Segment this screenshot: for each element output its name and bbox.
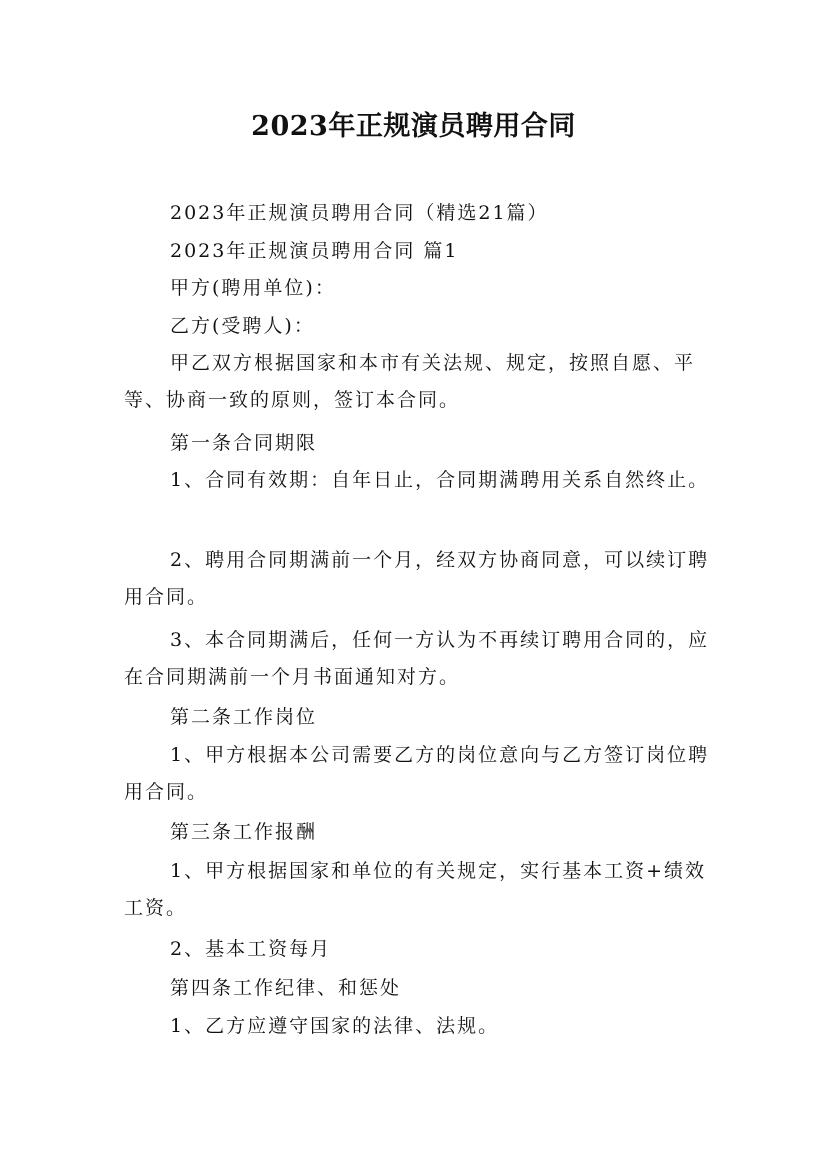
paragraph-article-1-item-3: 3、本合同期满后，任何一方认为不再续订聘用合同的，应在合同期满前一个月书面通知对方。 (124, 629, 710, 688)
paragraph-article-2-item-1: 1、甲方根据本公司需要乙方的岗位意向与乙方签订岗位聘用合同。 (124, 744, 710, 803)
paragraph-article-2: 第二条工作岗位 (170, 706, 318, 728)
paragraph-subtitle: 2023年正规演员聘用合同（精选21篇） (170, 202, 549, 224)
paragraph-section-heading: 2023年正规演员聘用合同 篇1 (170, 240, 459, 262)
paragraph-article-3-item-1: 1、甲方根据国家和单位的有关规定，实行基本工资+绩效工资。 (124, 860, 707, 919)
paragraph-article-4: 第四条工作纪律、和惩处 (170, 977, 402, 999)
paragraph-article-4-item-1: 1、乙方应遵守国家的法律、法规。 (170, 1015, 500, 1037)
paragraph-preamble: 甲乙双方根据国家和本市有关法规、规定，按照自愿、平等、协商一致的原则，签订本合同。 (124, 352, 696, 411)
paragraph-article-1-item-2: 2、聘用合同期满前一个月，经双方协商同意，可以续订聘用合同。 (124, 549, 710, 608)
paragraph-party-b: 乙方(受聘人)： (170, 315, 315, 337)
paragraph-article-3: 第三条工作报酬 (170, 821, 318, 843)
paragraph-article-1: 第一条合同期限 (170, 432, 318, 454)
paragraph-party-a: 甲方(聘用单位)： (170, 277, 336, 299)
paragraph-article-3-item-2: 2、基本工资每月 (170, 938, 332, 960)
paragraph-article-1-item-1: 1、合同有效期：自年日止，合同期满聘用关系自然终止。 (170, 469, 710, 491)
document-title: 2023年正规演员聘用合同 (251, 111, 576, 142)
